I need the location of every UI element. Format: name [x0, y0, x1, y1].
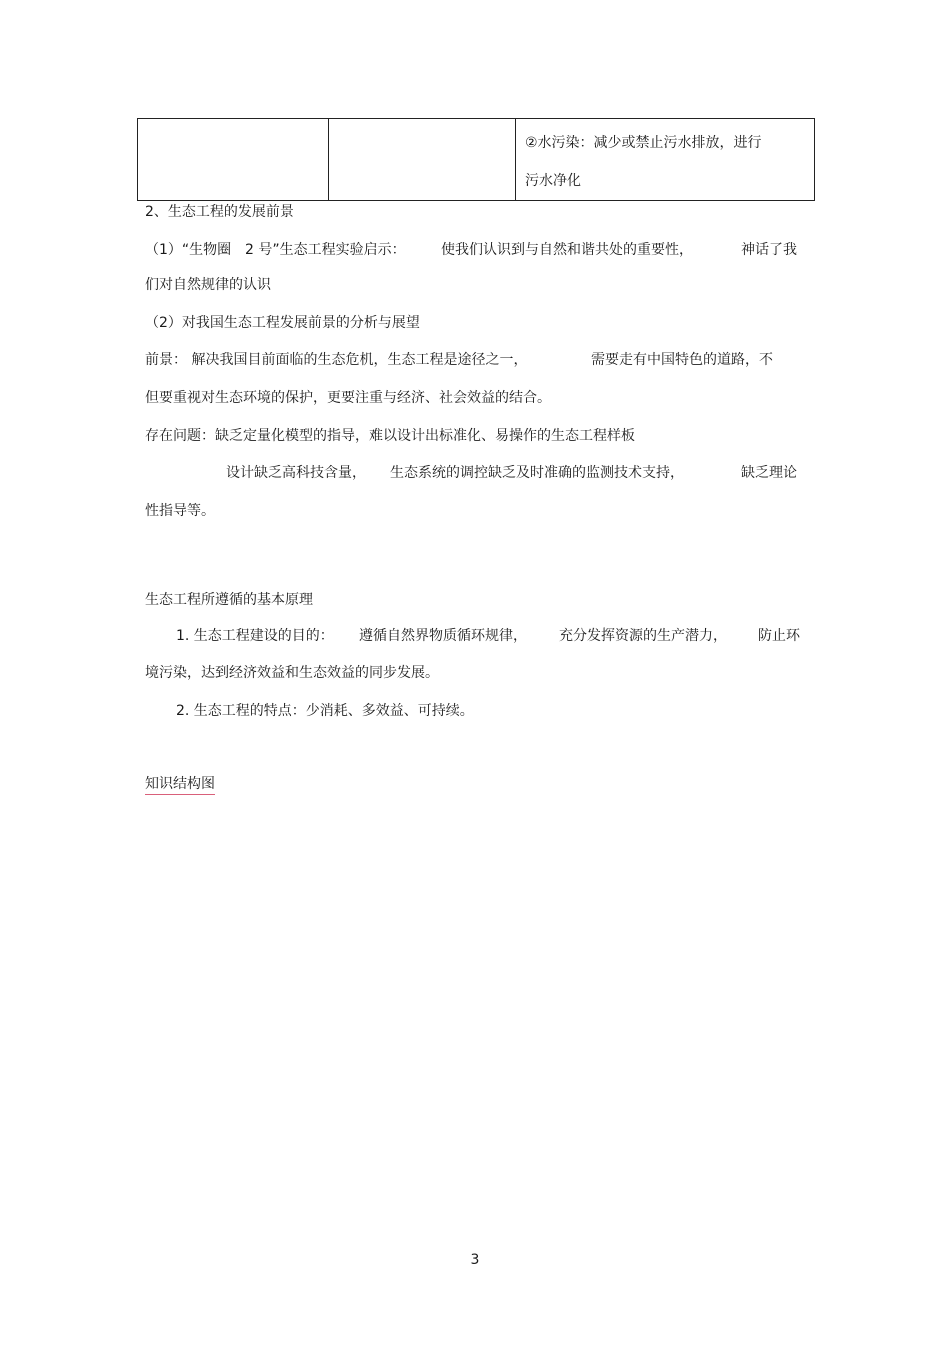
prospect-line2: 但要重视对生态环境的保护，更要注重与经济、社会效益的结合。	[145, 390, 551, 406]
table-cell-empty-1	[138, 119, 329, 201]
table-cell-empty-2	[329, 119, 516, 201]
water-pollution-line1: ②水污染：减少或禁止污水排放，进行	[525, 135, 762, 151]
principle1-part-a: 1. 生态工程建设的目的：	[176, 628, 334, 644]
principle2: 2. 生态工程的特点：少消耗、多效益、可持续。	[176, 703, 474, 719]
prospect-part-a: 前景： 解决我国目前面临的生态危机，生态工程是途径之一，	[145, 352, 528, 368]
problems-part-b: 生态系统的调控缺乏及时准确的监测技术支持，	[390, 465, 684, 481]
problems-line1: 存在问题：缺乏定量化模型的指导，难以设计出标准化、易操作的生态工程样板	[145, 428, 635, 444]
prospect-part-b: 需要走有中国特色的道路，不	[591, 352, 773, 368]
principle1-line2: 境污染，达到经济效益和生态效益的同步发展。	[145, 665, 439, 681]
problems-line3: 性指导等。	[145, 503, 215, 519]
item1-part-d: 神话了我	[741, 242, 797, 258]
principle1-part-b: 遵循自然界物质循环规律，	[359, 628, 527, 644]
table-cell-water-pollution	[516, 119, 815, 201]
item2: （2）对我国生态工程发展前景的分析与展望	[145, 315, 420, 331]
section2-heading: 2、生态工程的发展前景	[145, 204, 294, 220]
problems-part-c: 缺乏理论	[741, 465, 797, 481]
knowledge-map-text: 知识结构图	[145, 776, 215, 795]
page-number: 3	[470, 1252, 480, 1268]
water-pollution-line2: 污水净化	[525, 173, 581, 189]
item1-part-a: （1）“生物圈	[145, 242, 232, 258]
principle1-part-c: 充分发挥资源的生产潜力，	[559, 628, 727, 644]
table-row	[138, 119, 815, 201]
knowledge-map-label	[145, 774, 215, 794]
item1-line2: 们对自然规律的认识	[145, 277, 271, 293]
principle1-part-d: 防止环	[758, 628, 800, 644]
item1-part-c: 使我们认识到与自然和谐共处的重要性，	[441, 242, 693, 258]
principles-heading: 生态工程所遵循的基本原理	[145, 592, 313, 608]
item1-part-b: 2 号”生态工程实验启示：	[245, 242, 406, 258]
continued-table	[137, 118, 815, 201]
problems-part-a: 设计缺乏高科技含量，	[226, 465, 366, 481]
